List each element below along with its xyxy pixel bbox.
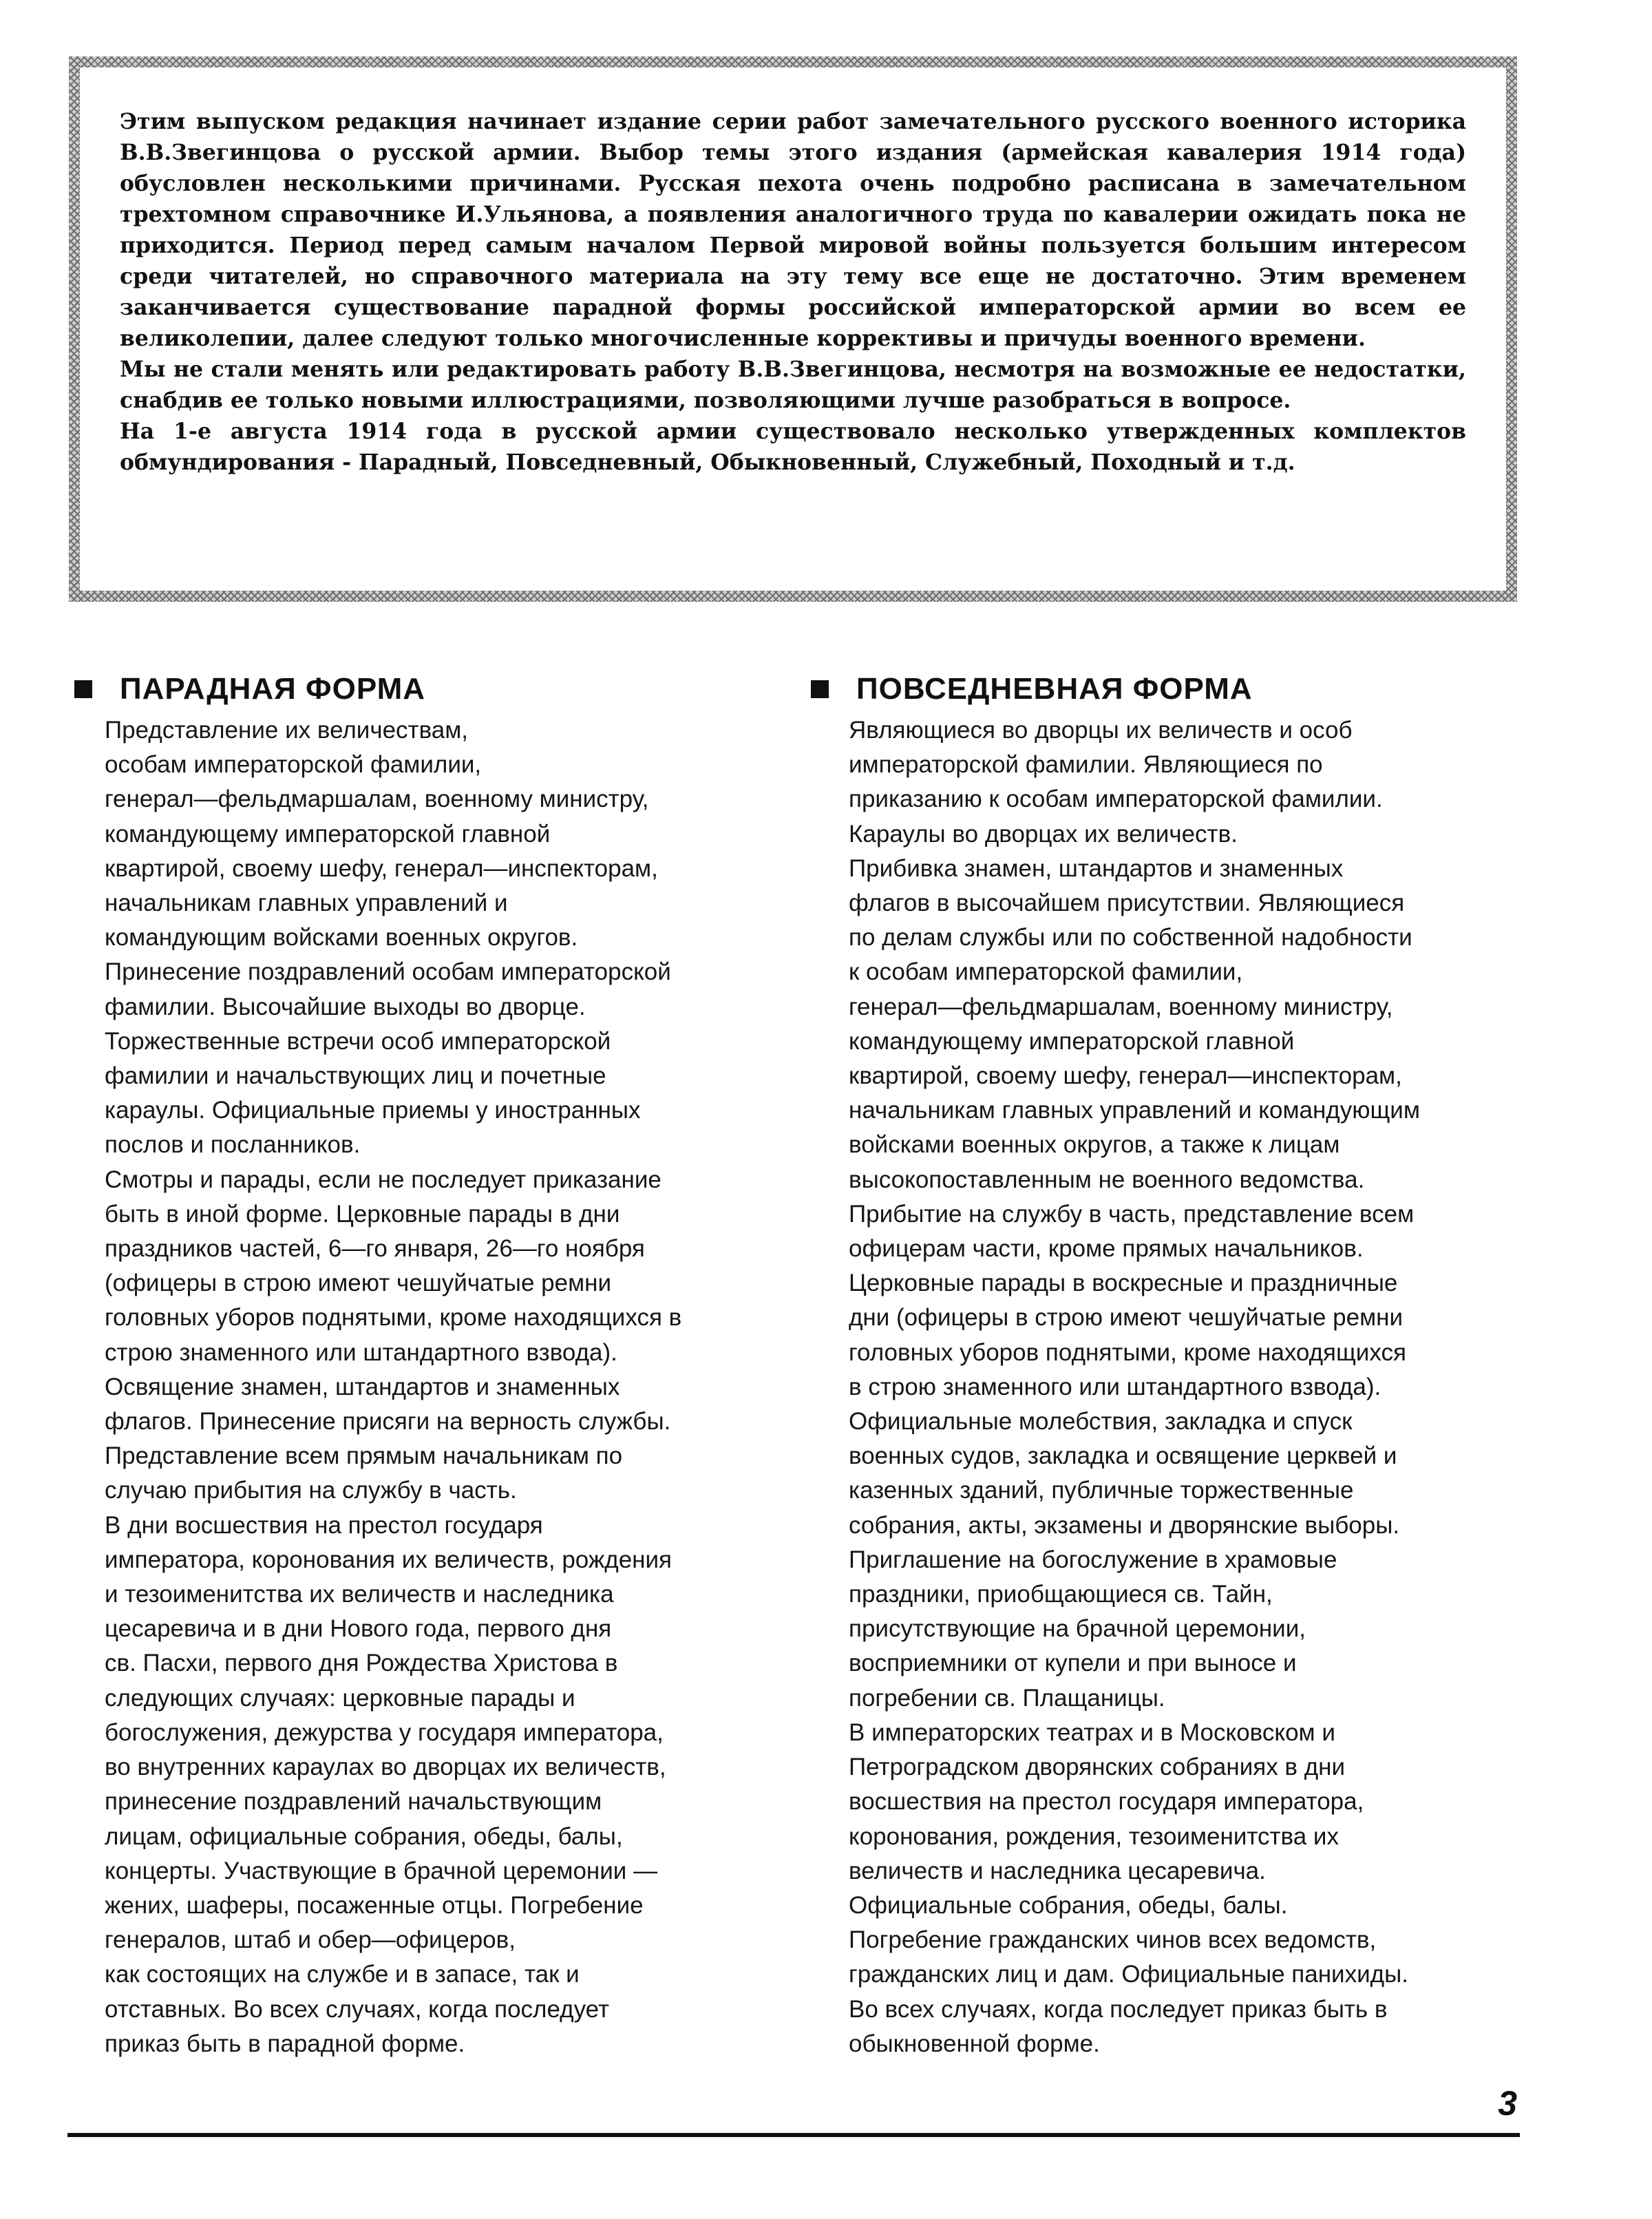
text-line: В дни восшествия на престол государя xyxy=(105,1511,543,1539)
section-heading xyxy=(811,666,1520,712)
text-line: Представление всем прямым начальникам по xyxy=(105,1442,623,1470)
intro-paragraph: Мы не стали менять или редактировать работу В.В.Звегинцова, несмотря на возможные ее недостатки, снабдив ее только новыми иллюстрациями, позволяющими лучше разобраться в вопросе. xyxy=(120,357,1466,413)
intro-box xyxy=(69,56,1517,602)
text-line: гражданских лиц и дам. Официальные панихиды. xyxy=(849,1961,1408,1988)
text-line: командующему императорской главной xyxy=(105,820,551,848)
text-line: восшествия на престол государя императора, xyxy=(849,1788,1364,1816)
text-line: головных уборов поднятыми, кроме находящихся xyxy=(849,1338,1406,1366)
text-line: флагов в высочайшем присутствии. Являющиеся xyxy=(849,890,1405,917)
text-line: собрания, акты, экзамены и дворянские выборы. xyxy=(849,1511,1400,1539)
text-line: начальникам главных управлений и xyxy=(105,890,508,917)
section-body xyxy=(811,713,1520,2061)
text-line: богослужения, дежурства у государя императора, xyxy=(105,1718,664,1746)
text-line: дни (офицеры в строю имеют чешуйчатые ремни xyxy=(849,1304,1404,1332)
text-line: строю знаменного или штандартного взвода). xyxy=(105,1338,617,1366)
text-line: цесаревича и в дни Нового года, первого дня xyxy=(105,1615,612,1643)
text-line: Представление их величествам, xyxy=(105,717,469,744)
text-line: казенных зданий, публичные торжественные xyxy=(849,1477,1354,1504)
text-line: генерал—фельдмаршалам, военному министру, xyxy=(849,993,1393,1020)
text-line: праздники, приобщающиеся св. Тайн, xyxy=(849,1581,1273,1608)
text-line: квартирой, своему шефу, генерал—инспекторам, xyxy=(105,854,658,882)
text-line: (офицеры в строю имеют чешуйчатые ремни xyxy=(105,1270,612,1297)
section-body xyxy=(74,713,763,2061)
square-bullet-icon xyxy=(74,680,92,698)
text-line: погребении св. Плащаницы. xyxy=(849,1684,1165,1712)
text-line: восприемники от купели и при выносе и xyxy=(849,1650,1297,1677)
text-line: величеств и наследника цесаревича. xyxy=(849,1857,1266,1884)
text-line: Церковные парады в воскресные и праздничные xyxy=(849,1270,1398,1297)
section-heading-text: ПАРАДНАЯ ФОРМА xyxy=(120,672,426,706)
text-line: к особам императорской фамилии, xyxy=(849,958,1243,986)
text-line: обыкновенной форме. xyxy=(849,2030,1100,2057)
text-line: высокопоставленным не военного ведомства. xyxy=(849,1166,1365,1193)
text-line: В императорских театрах и в Московском и xyxy=(849,1718,1335,1746)
text-line: жених, шаферы, посаженные отцы. Погребение xyxy=(105,1891,644,1919)
parade-uniform-section xyxy=(74,666,763,2061)
text-line: во внутренних караулах во дворцах их величеств, xyxy=(105,1754,666,1781)
text-line: лицам, официальные собрания, обеды, балы, xyxy=(105,1822,623,1850)
text-line: коронования, рождения, тезоименитства их xyxy=(849,1822,1339,1850)
text-line: фамилии. Высочайшие выходы во дворце. xyxy=(105,993,586,1020)
section-heading xyxy=(74,666,763,712)
text-line: Приглашение на богослужение в храмовые xyxy=(849,1546,1337,1573)
text-line: праздников частей, 6—го января, 26—го ноября xyxy=(105,1235,645,1263)
text-line: Освящение знамен, штандартов и знаменных xyxy=(105,1373,620,1400)
text-line: и тезоименитства их величеств и наследника xyxy=(105,1581,614,1608)
text-line: присутствующие на брачной церемонии, xyxy=(849,1615,1306,1643)
section-heading-text: ПОВСЕДНЕВНАЯ ФОРМА xyxy=(856,672,1253,706)
text-line: приказанию к особам императорской фамилии. xyxy=(849,786,1383,813)
text-line: св. Пасхи, первого дня Рождества Христова в xyxy=(105,1650,618,1677)
text-line: Погребение гражданских чинов всех ведомств, xyxy=(849,1926,1377,1954)
intro-text xyxy=(80,67,1506,591)
everyday-uniform-section xyxy=(811,666,1520,2061)
intro-paragraph: На 1-е августа 1914 года в русской армии существовало несколько утвержденных комплектов обмундирования - Парадный, Повседневный, Обыкновенный, Служебный, Походный и т.д. xyxy=(120,419,1466,475)
text-line: фамилии и начальствующих лиц и почетные xyxy=(105,1062,606,1090)
text-line: Официальные молебствия, закладка и спуск xyxy=(849,1408,1353,1435)
text-line: головных уборов поднятыми, кроме находящихся в xyxy=(105,1304,682,1332)
text-line: принесение поздравлений начальствующим xyxy=(105,1788,602,1816)
text-line: начальникам главных управлений и командующим xyxy=(849,1097,1420,1124)
intro-paragraph: Этим выпуском редакция начинает издание серии работ замечательного русского военного историка В.В.Звегинцова о русской армии. Выбор темы этого издания (армейская кавалерия 1914 года) обусловлен несколькими причинами. Русская пехота очень подробно расписана в замечательном трехтомном справочнике И.Ульянова, а появления аналогичного труда по кавалерии ожидать пока не приходится. Период перед самым началом Первой мировой войны пользуется большим интересом среди читателей, но справочного материала на эту тему все еще не достаточно. Этим временем заканчивается существование парадной формы российской императорской армии во всем ее великолепии, далее следуют только многочисленные коррективы и причуды военного времени. xyxy=(120,109,1466,351)
text-line: быть в иной форме. Церковные парады в дни xyxy=(105,1200,620,1228)
text-line: в строю знаменного или штандартного взвода). xyxy=(849,1373,1381,1400)
text-line: войсками военных округов, а также к лицам xyxy=(849,1131,1340,1159)
text-line: Смотры и парады, если не последует приказание xyxy=(105,1166,661,1193)
text-line: офицерам части, кроме прямых начальников. xyxy=(849,1235,1364,1263)
text-line: флагов. Принесение присяги на верность службы. xyxy=(105,1408,671,1435)
text-line: Во всех случаях, когда последует приказ быть в xyxy=(849,1995,1388,2023)
text-line: Принесение поздравлений особам императорской xyxy=(105,958,671,986)
text-line: концерты. Участвующие в брачной церемонии — xyxy=(105,1857,658,1884)
text-line: особам императорской фамилии, xyxy=(105,751,482,779)
text-line: приказ быть в парадной форме. xyxy=(105,2030,465,2057)
text-line: Караулы во дворцах их величеств. xyxy=(849,820,1238,848)
text-line: послов и посланников. xyxy=(105,1131,361,1159)
text-line: отставных. Во всех случаях, когда последует xyxy=(105,1995,610,2023)
text-line: Прибытие на службу в часть, представление всем xyxy=(849,1200,1415,1228)
text-line: командующему императорской главной xyxy=(849,1027,1295,1055)
page-number: 3 xyxy=(1498,2084,1517,2123)
text-line: генералов, штаб и обер—офицеров, xyxy=(105,1926,516,1954)
text-line: Петроградском дворянских собраниях в дни xyxy=(849,1754,1346,1781)
square-bullet-icon xyxy=(811,680,829,698)
text-line: квартирой, своему шефу, генерал—инспекторам, xyxy=(849,1062,1402,1090)
text-line: по делам службы или по собственной надобности xyxy=(849,924,1412,951)
text-line: командующим войсками военных округов. xyxy=(105,924,578,951)
text-line: Торжественные встречи особ императорской xyxy=(105,1027,611,1055)
text-line: Официальные собрания, обеды, балы. xyxy=(849,1891,1288,1919)
text-line: Являющиеся во дворцы их величеств и особ xyxy=(849,717,1353,744)
text-line: императора, коронования их величеств, рождения xyxy=(105,1546,672,1573)
footer-divider xyxy=(67,2133,1520,2137)
text-line: военных судов, закладка и освящение церквей и xyxy=(849,1442,1397,1470)
text-line: императорской фамилии. Являющиеся по xyxy=(849,751,1323,779)
text-line: как состоящих на службе и в запасе, так и xyxy=(105,1961,580,1988)
text-line: генерал—фельдмаршалам, военному министру, xyxy=(105,786,649,813)
text-line: Прибивка знамен, штандартов и знаменных xyxy=(849,854,1344,882)
text-line: караулы. Официальные приемы у иностранных xyxy=(105,1097,641,1124)
text-line: случаю прибытия на службу в часть. xyxy=(105,1477,517,1504)
text-line: следующих случаях: церковные парады и xyxy=(105,1684,575,1712)
